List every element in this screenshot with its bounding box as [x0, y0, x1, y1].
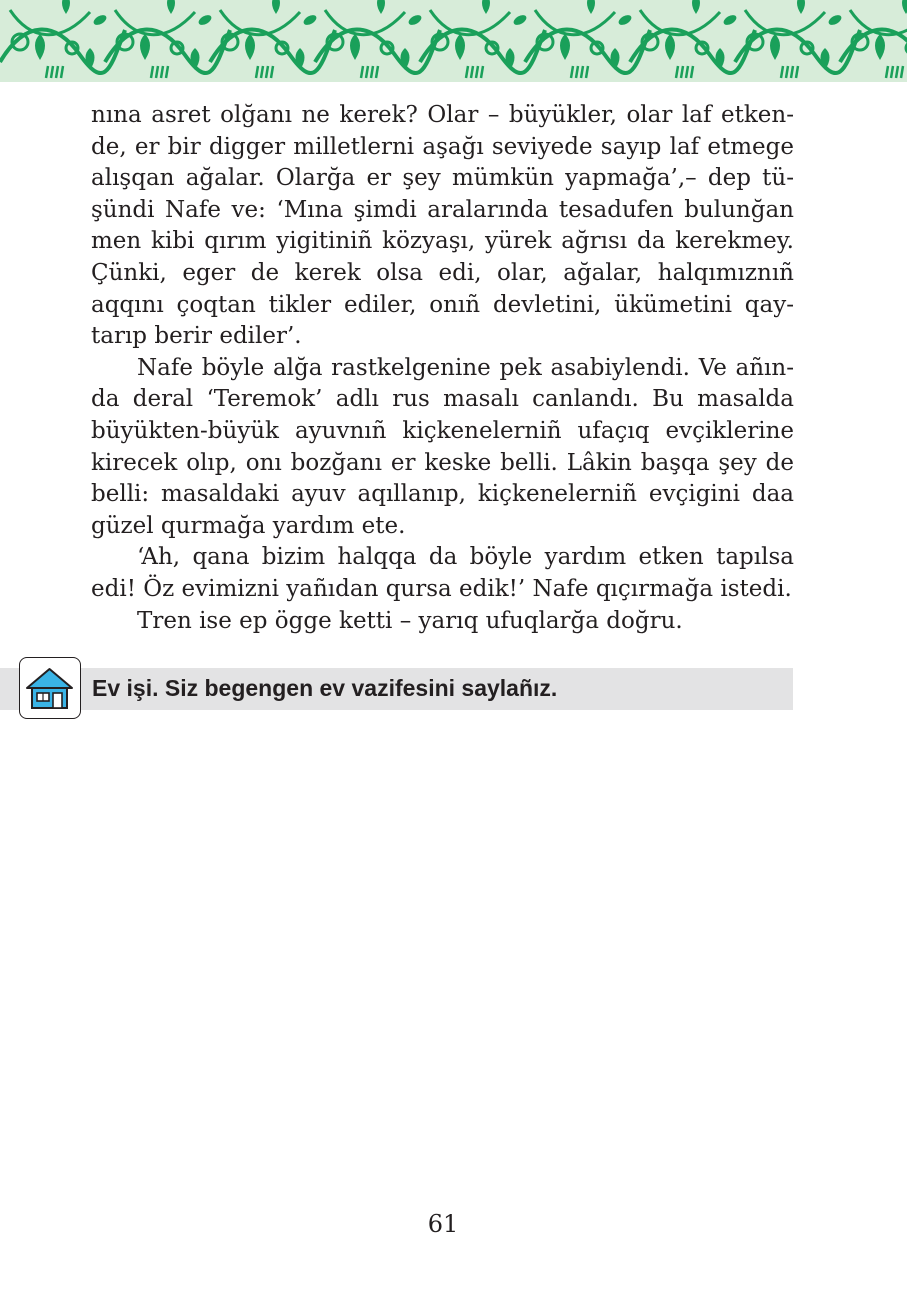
- text-line: büyükten-büyük ayuvnıñ kiçkenelerniñ ufaçıq evçiklerine: [91, 417, 794, 444]
- homework-instruction: Ev işi. Siz begengen ev vazifesini saylañız.: [92, 675, 558, 701]
- text-line: Nafe böyle alğa rastkelgenine pek asabiylendi. Ve añın-: [137, 354, 794, 381]
- text-line: aqqını çoqtan tikler ediler, onıñ devletini, ükümetini qay-: [91, 291, 794, 318]
- vine-ornament-icon: [0, 0, 907, 82]
- paragraph: [91, 606, 794, 638]
- text-line: nına asret olğanı ne kerek? Olar – büyükler, olar laf etken-: [91, 102, 794, 128]
- paragraph: [91, 353, 794, 543]
- header-ornament: [0, 0, 907, 82]
- text-line: belli: masaldaki ayuv aqıllanıp, kiçkenelerniñ evçigini daa: [91, 481, 794, 508]
- paragraph: [91, 542, 794, 605]
- homework-icon-frame: [19, 657, 81, 719]
- house-icon: [20, 658, 79, 717]
- text-line: alışqan ağalar. Olarğa er şey mümkün yapmağa’,– dep tü-: [91, 165, 794, 192]
- text-line: şündi Nafe ve: ‘Mına şimdi aralarında tesadufen bulunğan: [91, 196, 794, 223]
- text-line: tarıp berir ediler’.: [91, 323, 302, 350]
- text-line: Tren ise ep ögge ketti – yarıq ufuqlarğa doğru.: [137, 607, 683, 634]
- page-number: 61: [427, 1210, 459, 1238]
- text-line: güzel qurmağa yardım ete.: [91, 512, 406, 539]
- text-line: men kibi qırım yigitiniñ közyaşı, yürek ağrısı da kerekmey.: [91, 228, 794, 255]
- paragraph: [91, 100, 794, 353]
- text-line: Çünki, eger de kerek olsa edi, olar, ağalar, halqımıznıñ: [91, 259, 794, 286]
- text-line: kirecek olıp, onı bozğanı er keske belli. Lâkin başqa şey de: [91, 449, 794, 476]
- main-text: [91, 100, 794, 637]
- text-line: da deral ‘Teremok’ adlı rus masalı canlandı. Bu masalda: [91, 386, 794, 413]
- text-line: ‘Ah, qana bizim halqqa da böyle yardım etken tapılsa edi!: [91, 544, 794, 602]
- text-line: Öz evimizni yañıdan qursa edik!’ Nafe qıçırmağa istedi.: [143, 575, 792, 602]
- text-line: de, er bir digger milletlerni aşağı seviyede sayıp laf etmege: [91, 133, 794, 160]
